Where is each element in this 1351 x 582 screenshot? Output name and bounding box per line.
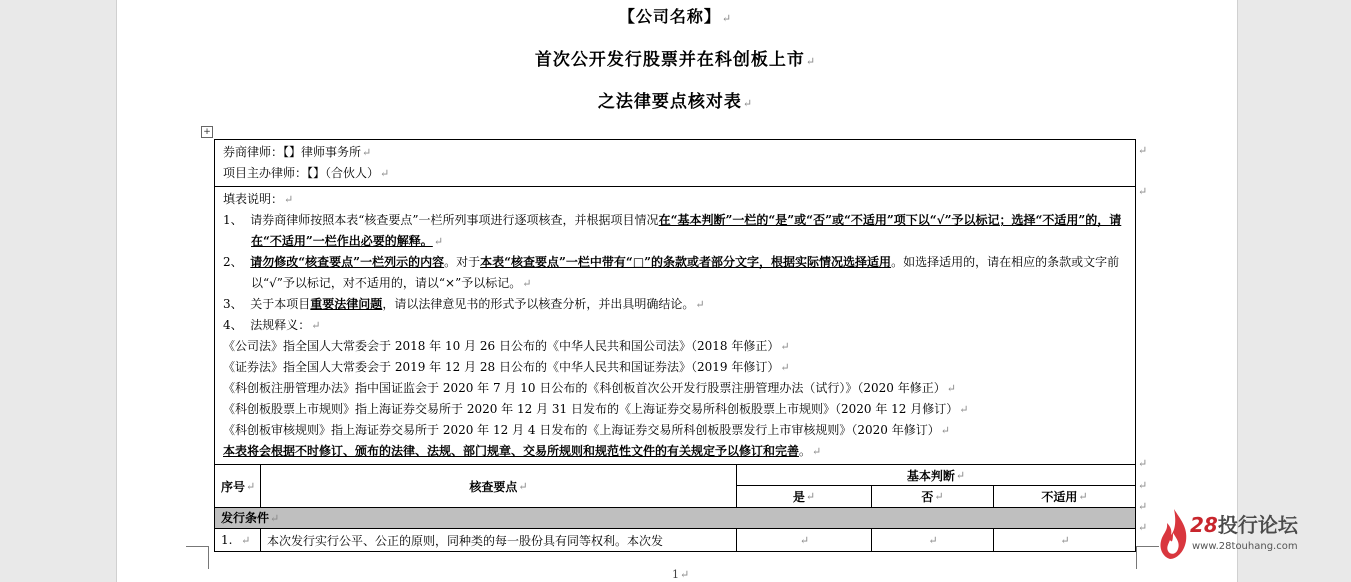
instruction-item-2: 2、 请勿修改“核查要点”一栏列示的内容。对于本表“核查要点”一栏中带有“□”的条款或者部分文字，根据实际情况选择适用。如选择适用的，请在相应的条款或文字前以“√”予以标记，对不适用的，请以“×”予以标记。↵ [223,255,1120,290]
col-header-points: 核查要点 ↵ [261,465,737,507]
col-header-no: 否 ↵ [872,486,994,507]
regulation-securities-law: 《证券法》指全国人大常委会于 2019 年 12 月 28 日公布的《中华人民共和国证券法》（2019 年修订）↵ [223,360,790,374]
row-no-cell[interactable]: ↵ [872,529,994,551]
lawyer-firm: 券商律师：【】律师事务所↵ [223,145,372,159]
row-na-cell[interactable]: ↵ [1060,533,1070,547]
row-end-mark: ↵ [1138,185,1148,198]
table-header-row [215,465,1135,508]
watermark-url: www.28touhang.com [1192,541,1298,552]
crop-mark-bottom-right [1136,546,1159,569]
flame-logo-icon [1158,507,1190,561]
instruction-item-4: 4、 法规释义：↵ [223,318,321,332]
lawyer-info-row [215,140,1135,187]
forum-watermark [1158,505,1338,565]
row-end-mark: ↵ [1138,144,1148,157]
instructions-row [215,187,1135,465]
lead-lawyer: 项目主办律师：【】（合伙人）↵ [223,166,390,180]
row-end-mark: ↵ [1138,479,1148,492]
regulation-company-law: 《公司法》指全国人大常委会于 2018 年 10 月 26 日公布的《中华人民共和国公司法》（2018 年修正）↵ [223,339,790,353]
regulation-review-rules: 《科创板审核规则》指上海证券交易所于 2020 年 12 月 4 日发布的《上海证券交易所科创板股票发行上市审核规则》（2020 年修订）↵ [223,423,950,437]
watermark-title: 28投行论坛 [1190,513,1298,537]
row-seq: 1. ↵ [215,529,261,551]
row-yes-cell[interactable]: ↵ [737,529,872,551]
col-header-yes: 是 ↵ [737,486,872,507]
col-header-seq: 序号 ↵ [215,465,261,507]
instructions-closing: 本表将会根据不时修订、颁布的法律、法规、部门规章、交易所规则和规范性文件的有关规定予以修订和完善。↵ [223,444,822,458]
instruction-item-1: 1、 请券商律师按照本表“核查要点”一栏所列事项进行逐项核查，并根据项目情况在“基本判断”一栏的“是”或“否”或“不适用”项下以“√”予以标记；选择“不适用”的，请在“不适用”一栏作出必要的解释。↵ [223,213,1122,248]
section-issuance-conditions: 发行条件↵ [215,508,1135,529]
row-end-mark: ↵ [1138,500,1148,513]
doc-title-line1: 首次公开发行股票并在科创板上市↵ [534,50,817,70]
regulation-registration-measures: 《科创板注册管理办法》指中国证监会于 2020 年 7 月 10 日公布的《科创板首次公开发行股票注册管理办法（试行）》（2020 年修正）↵ [223,381,956,395]
table-row [215,529,1135,551]
row-point: 本次发行实行公平、公正的原则，同种类的每一股份具有同等权利。本次发 [261,529,737,551]
regulation-listing-rules: 《科创板股票上市规则》指上海证券交易所于 2020 年 12 月 31 日发布的《上海证券交易所科创板股票上市规则》（2020 年 12 月修订）↵ [223,402,969,416]
row-end-mark: ↵ [1138,521,1148,534]
crop-mark-bottom-left [186,546,209,569]
page-number: 1↵ [672,568,690,581]
checklist-table [214,139,1136,552]
instruction-item-3: 3、 关于本项目重要法律问题，请以法律意见书的形式予以核查分析，并出具明确结论。↵ [223,297,705,311]
col-header-na: 不适用 ↵ [1041,490,1088,504]
table-move-handle[interactable]: + [201,126,213,138]
col-header-judgment: 基本判断 ↵ [737,465,1135,486]
row-end-mark: ↵ [1138,457,1148,470]
doc-title-line2: 之法律要点核对表↵ [597,92,754,112]
instructions-heading: 填表说明：↵ [223,192,294,206]
company-name: 【公司名称】↵ [618,7,733,26]
